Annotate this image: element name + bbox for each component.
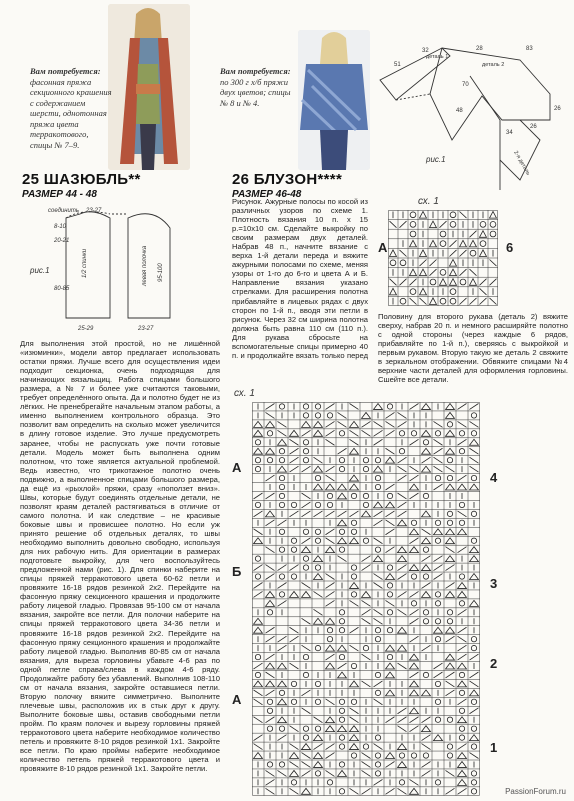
dim-bottom-left: 25-29 xyxy=(78,326,94,332)
big-chart-num-4: 4 xyxy=(490,470,498,485)
small-stitch-chart-svg xyxy=(388,210,498,306)
left-model-number: 25 xyxy=(22,171,40,188)
dim-26b: 26 xyxy=(530,124,537,130)
small-chart-num: 6 xyxy=(506,240,514,255)
left-materials-text: фасонная пряжа секционного крашения с содержанием шерсти, однотонная пряжа цвета терракотового, спицы № 7–9. xyxy=(30,76,112,150)
dim-left-top: 8-10 xyxy=(54,224,67,230)
model-photo-blouson xyxy=(298,30,370,170)
dim-26a: 26 xyxy=(554,106,561,112)
left-fig-label: рис.1 xyxy=(30,266,50,275)
dim-34: 34 xyxy=(506,130,513,136)
right-instructions-b-text: Половину для второго рукава (деталь 2) вяжите сверху, набрав 20 п. и немного расширяйте полотно с одной стороны (через каждые 6 рядов, прибавляйте по 1-й п.), сверяясь с выкройкой и первым рукавом. Вторую такую же деталь 2 свяжите в зеркальном отображении. Обвяжите спицами №4 верхние части деталей для оформления горловины. Сшейте все детали. xyxy=(378,312,568,385)
dim-32: 32 xyxy=(422,48,429,54)
big-stitch-chart xyxy=(252,402,480,801)
part1-label: деталь 1 xyxy=(426,54,449,60)
dim-top-label: соединить xyxy=(48,208,80,214)
left-model-heading xyxy=(22,172,141,201)
dim-48: 48 xyxy=(456,108,463,114)
model-photo-shawl-art xyxy=(108,4,190,170)
left-instructions-text: Для выполнения этой простой, но не лишённой «изюминки», модели автор предлагает использовать остатки пряжи. Лучше всего для осуществления идеи подходит секционка, очень подходящая для начинающих вязальщиц. Работа спицами большого размера, а № 7 и более уже считаются таковыми, требует определённого опыта. Да и полотно будет не из лёгких. Не пренебрегайте начальным этапом работы, а именно выполнением контрольного образца. Это позволит вам определить на сколько может увеличится в длину готовое изделие. Это лучше предусмотреть заранее, чтобы не распускать уже почти готовые детали. Модель может быть выполнена одним полотном, что тоже является актуальной проблемой. Ведь известно, что трикотажное полотно очень подвижно, а выполненное спицами большого размера, да ещё из «рыхлой» пряжи, сразу «поползет вниз». Швы, которые будут соединять отдельные детали, не позволят краям деталей растягиваться в отличие от самого полотна. И как следствие – не красивые боковые швы и провисшее полотно. Но если уж принято решение об отдельных деталях, то швы необходимо выполнить довольно свободно, используя для них рабочую нить. Для ориентации в размерах подготовьте выкройку, для чего воспользуйтесь предложенной нами (рис. 1). Для спинки наберите на спицы пряжей терракотового цвета 60-62 петли и провяжите 16-18 рядов резинкой 2х2. Перейдите на фасонную пряжу секционного крашения и продолжите работу лицевой гладью. Провязав 95-100 см от начала вязания, закройте все петли. Для полочки наберите на спицы пряжей терракотового цвета 34-36 петли и провяжите 16-18 рядов резинкой 2х2. Перейдите на фасонную пряжу секционного крашения и продолжайте работу лицевой гладью. Выполнив 80-85 см от начала вязания, для выреза горловины убавьте 4-6 раз по одной петле справа/слева в каждом 4-6 ряду. Продолжайте работу без убавлений. Выполнив 108-110 см от начала вязания, закройте оставшиеся петли. Вторую полочку вяжите симметрично. Выполните плечевые швы, расположив их в стык друг к другу. Выполните боковые швы, оставив свободными петли пройм. По краям полочек и вырезу горловины пряжей терракотового цвета наберите необходимое количество петель и провяжите 8-10 рядов резинкой 1х1. Закройте все петли. По краю проймы наберите необходимое количество петель пряжей терракотового цвета и провяжите 8-10 рядов резинкой 1х1. Закройте петли. xyxy=(20,339,220,774)
dim-83: 83 xyxy=(526,46,533,52)
dim-bottom-right: 23-27 xyxy=(138,326,154,332)
model-photo-blouson-art xyxy=(298,30,370,170)
small-chart-letter: А xyxy=(378,240,388,255)
left-instructions xyxy=(20,339,220,791)
dim-top: 23-27 xyxy=(86,208,102,214)
right-materials-text: по 300 г х/б пряжи двух цветов; спицы № 8 и № 4. xyxy=(220,76,291,108)
left-model-size: РАЗМЕР 44 - 48 xyxy=(22,189,97,200)
big-chart-letter-1: А xyxy=(232,460,242,475)
part2-label: деталь 2 xyxy=(482,62,505,68)
big-chart-num-2: 2 xyxy=(490,656,498,671)
right-pattern-svg xyxy=(370,30,570,190)
big-chart-num-3: 3 xyxy=(490,576,498,591)
right-materials-title: Вам потребуется: xyxy=(220,66,291,76)
model-photo-shawl xyxy=(108,4,190,170)
right-model-name: БЛУЗОН**** xyxy=(253,171,343,188)
part-side-label: 2-я деталь xyxy=(512,150,532,177)
right-model-number: 26 xyxy=(232,171,250,188)
right-instructions-b xyxy=(378,312,568,388)
right-pattern-schematic xyxy=(370,30,570,190)
dim-51: 51 xyxy=(394,62,401,68)
small-chart-label: сх. 1 xyxy=(418,196,439,207)
right-instructions-a xyxy=(232,197,368,361)
big-chart-label: сх. 1 xyxy=(234,388,255,399)
front-height: 95-100 xyxy=(158,263,164,282)
right-materials xyxy=(220,66,298,108)
left-model-name: ШАЗЮБЛЬ** xyxy=(43,171,141,188)
big-chart-letter-2: Б xyxy=(232,564,242,579)
big-stitch-chart-svg xyxy=(252,402,480,796)
dim-left-total: 80-85 xyxy=(54,286,70,292)
footer-watermark: PassionForum.ru xyxy=(505,787,566,796)
dim-left-mid: 20-21 xyxy=(54,238,70,244)
right-model-size: РАЗМЕР 46-48 xyxy=(232,189,302,200)
small-stitch-chart xyxy=(388,210,498,311)
big-chart-num-1: 1 xyxy=(490,740,498,755)
big-chart-letter-3: А xyxy=(232,692,242,707)
back-label: 1/2 спинки xyxy=(82,248,88,278)
dim-70: 70 xyxy=(462,82,469,88)
right-instructions-a-text: Рисунок. Ажурные полосы по косой из различных узоров по схеме 1. Плотность вязания 10 п. х 15 р.=10х10 см. Сделайте выкройку по своим размерам двух деталей. Набрав 48 п., начните вязание с верха 1-й детали переда и вяжите ажурными полосами по схеме, меняя узоры от 1-го до 6-го и цвета А и Б. Направление вязания указано стрелками. Для расширения полотна прибавляйте в лицевых рядах с двух сторон по 1-й п., вводя эти петли в рисунок. Через 32 см ширина полотна должна быть равна 110 см (110 п.). Для рукава сбросьте на вспомогательные спицы примерно 40 п. и продолжайте вязать только перед xyxy=(232,197,368,360)
front-label: левая полочка xyxy=(142,245,148,286)
dim-28: 28 xyxy=(476,46,483,52)
left-materials xyxy=(30,66,112,150)
left-materials-title: Вам потребуется: xyxy=(30,66,101,76)
right-fig-label: рис.1 xyxy=(426,155,446,164)
